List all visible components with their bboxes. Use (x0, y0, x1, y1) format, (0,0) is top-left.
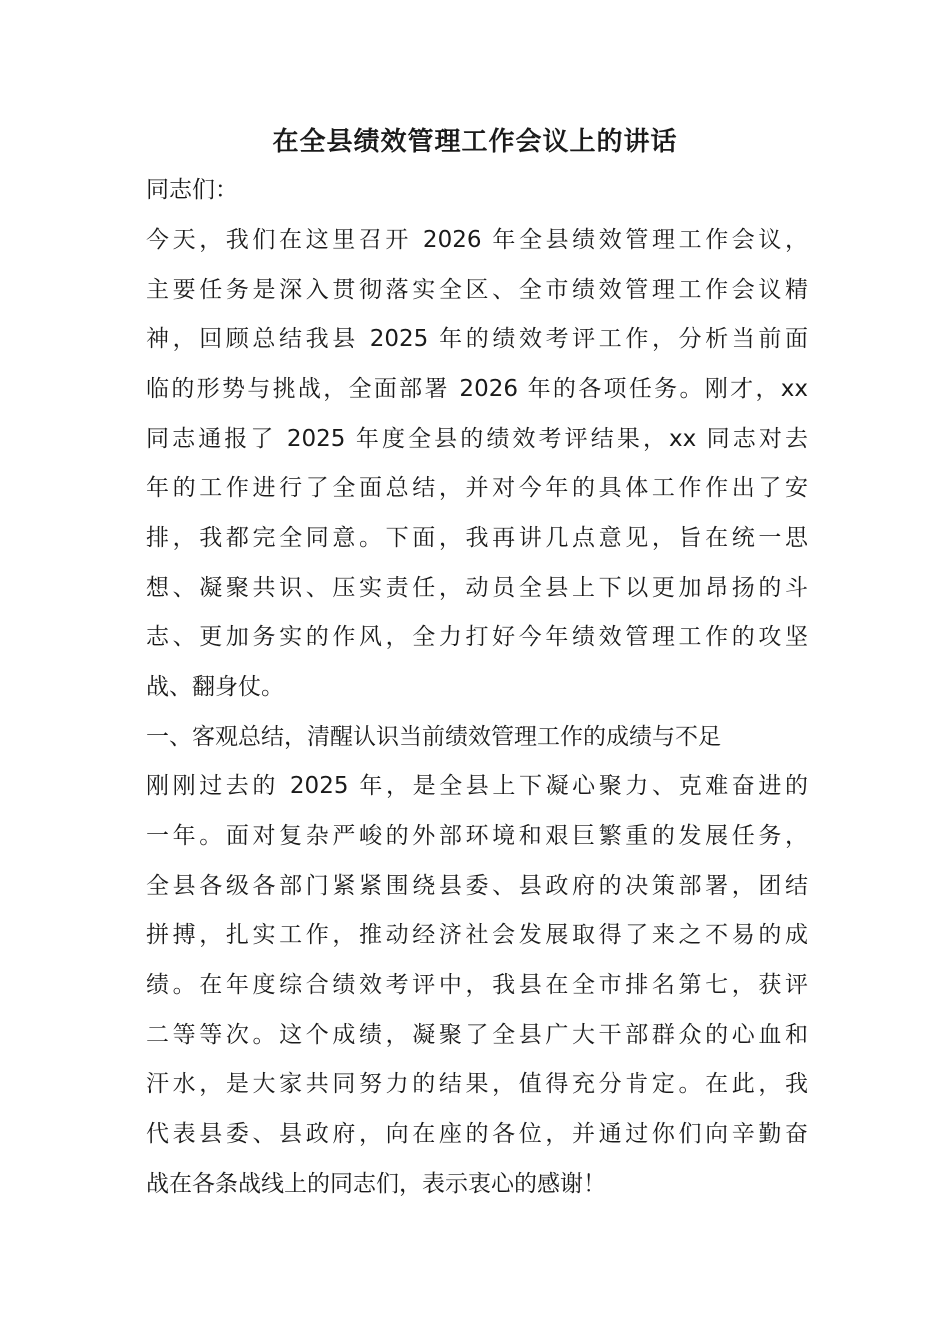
text-line: 全县各级各部门紧紧围绕县委、县政府的决策部署，团结 (146, 873, 808, 899)
document-title: 在全县绩效管理工作会议上的讲话 (272, 127, 678, 157)
text-line: 想、凝聚共识、压实责任，动员全县上下以更加昂扬的斗 (146, 575, 808, 601)
text-line: 同志通报了 2025 年度全县的绩效考评结果，xx 同志对去 (146, 426, 808, 452)
text-line: 代表县委、县政府，向在座的各位，并通过你们向辛勤奋 (146, 1121, 808, 1147)
text-line: 神，回顾总结我县 2025 年的绩效考评工作，分析当前面 (146, 326, 808, 352)
text-line: 战在各条战线上的同志们，表示衷心的感谢！ (146, 1171, 606, 1197)
text-line: 临的形势与挑战，全面部署 2026 年的各项任务。刚才，xx (146, 376, 808, 402)
text-line: 志、更加务实的作风，全力打好今年绩效管理工作的攻坚 (146, 624, 808, 650)
section-heading: 一、客观总结，清醒认识当前绩效管理工作的成绩与不足 (146, 724, 721, 750)
text-line: 主要任务是深入贯彻落实全区、全市绩效管理工作会议精 (146, 277, 808, 303)
text-line: 二等等次。这个成绩，凝聚了全县广大干部群众的心血和 (146, 1022, 808, 1048)
text-line: 战、翻身仗。 (146, 674, 284, 700)
text-line: 一年。面对复杂严峻的外部环境和艰巨繁重的发展任务， (146, 823, 808, 849)
text-line: 拼搏，扎实工作，推动经济社会发展取得了来之不易的成 (146, 922, 808, 948)
text-line: 今天，我们在这里召开 2026 年全县绩效管理工作会议， (146, 227, 808, 253)
text-line: 排，我都完全同意。下面，我再讲几点意见，旨在统一思 (146, 525, 808, 551)
text-line: 绩。在年度综合绩效考评中，我县在全市排名第七，获评 (146, 972, 808, 998)
text-line: 年的工作进行了全面总结，并对今年的具体工作作出了安 (146, 475, 808, 501)
text-line: 汗水，是大家共同努力的结果，值得充分肯定。在此，我 (146, 1071, 808, 1097)
salutation-line: 同志们： (146, 177, 238, 203)
text-line: 刚刚过去的 2025 年，是全县上下凝心聚力、克难奋进的 (146, 773, 808, 799)
